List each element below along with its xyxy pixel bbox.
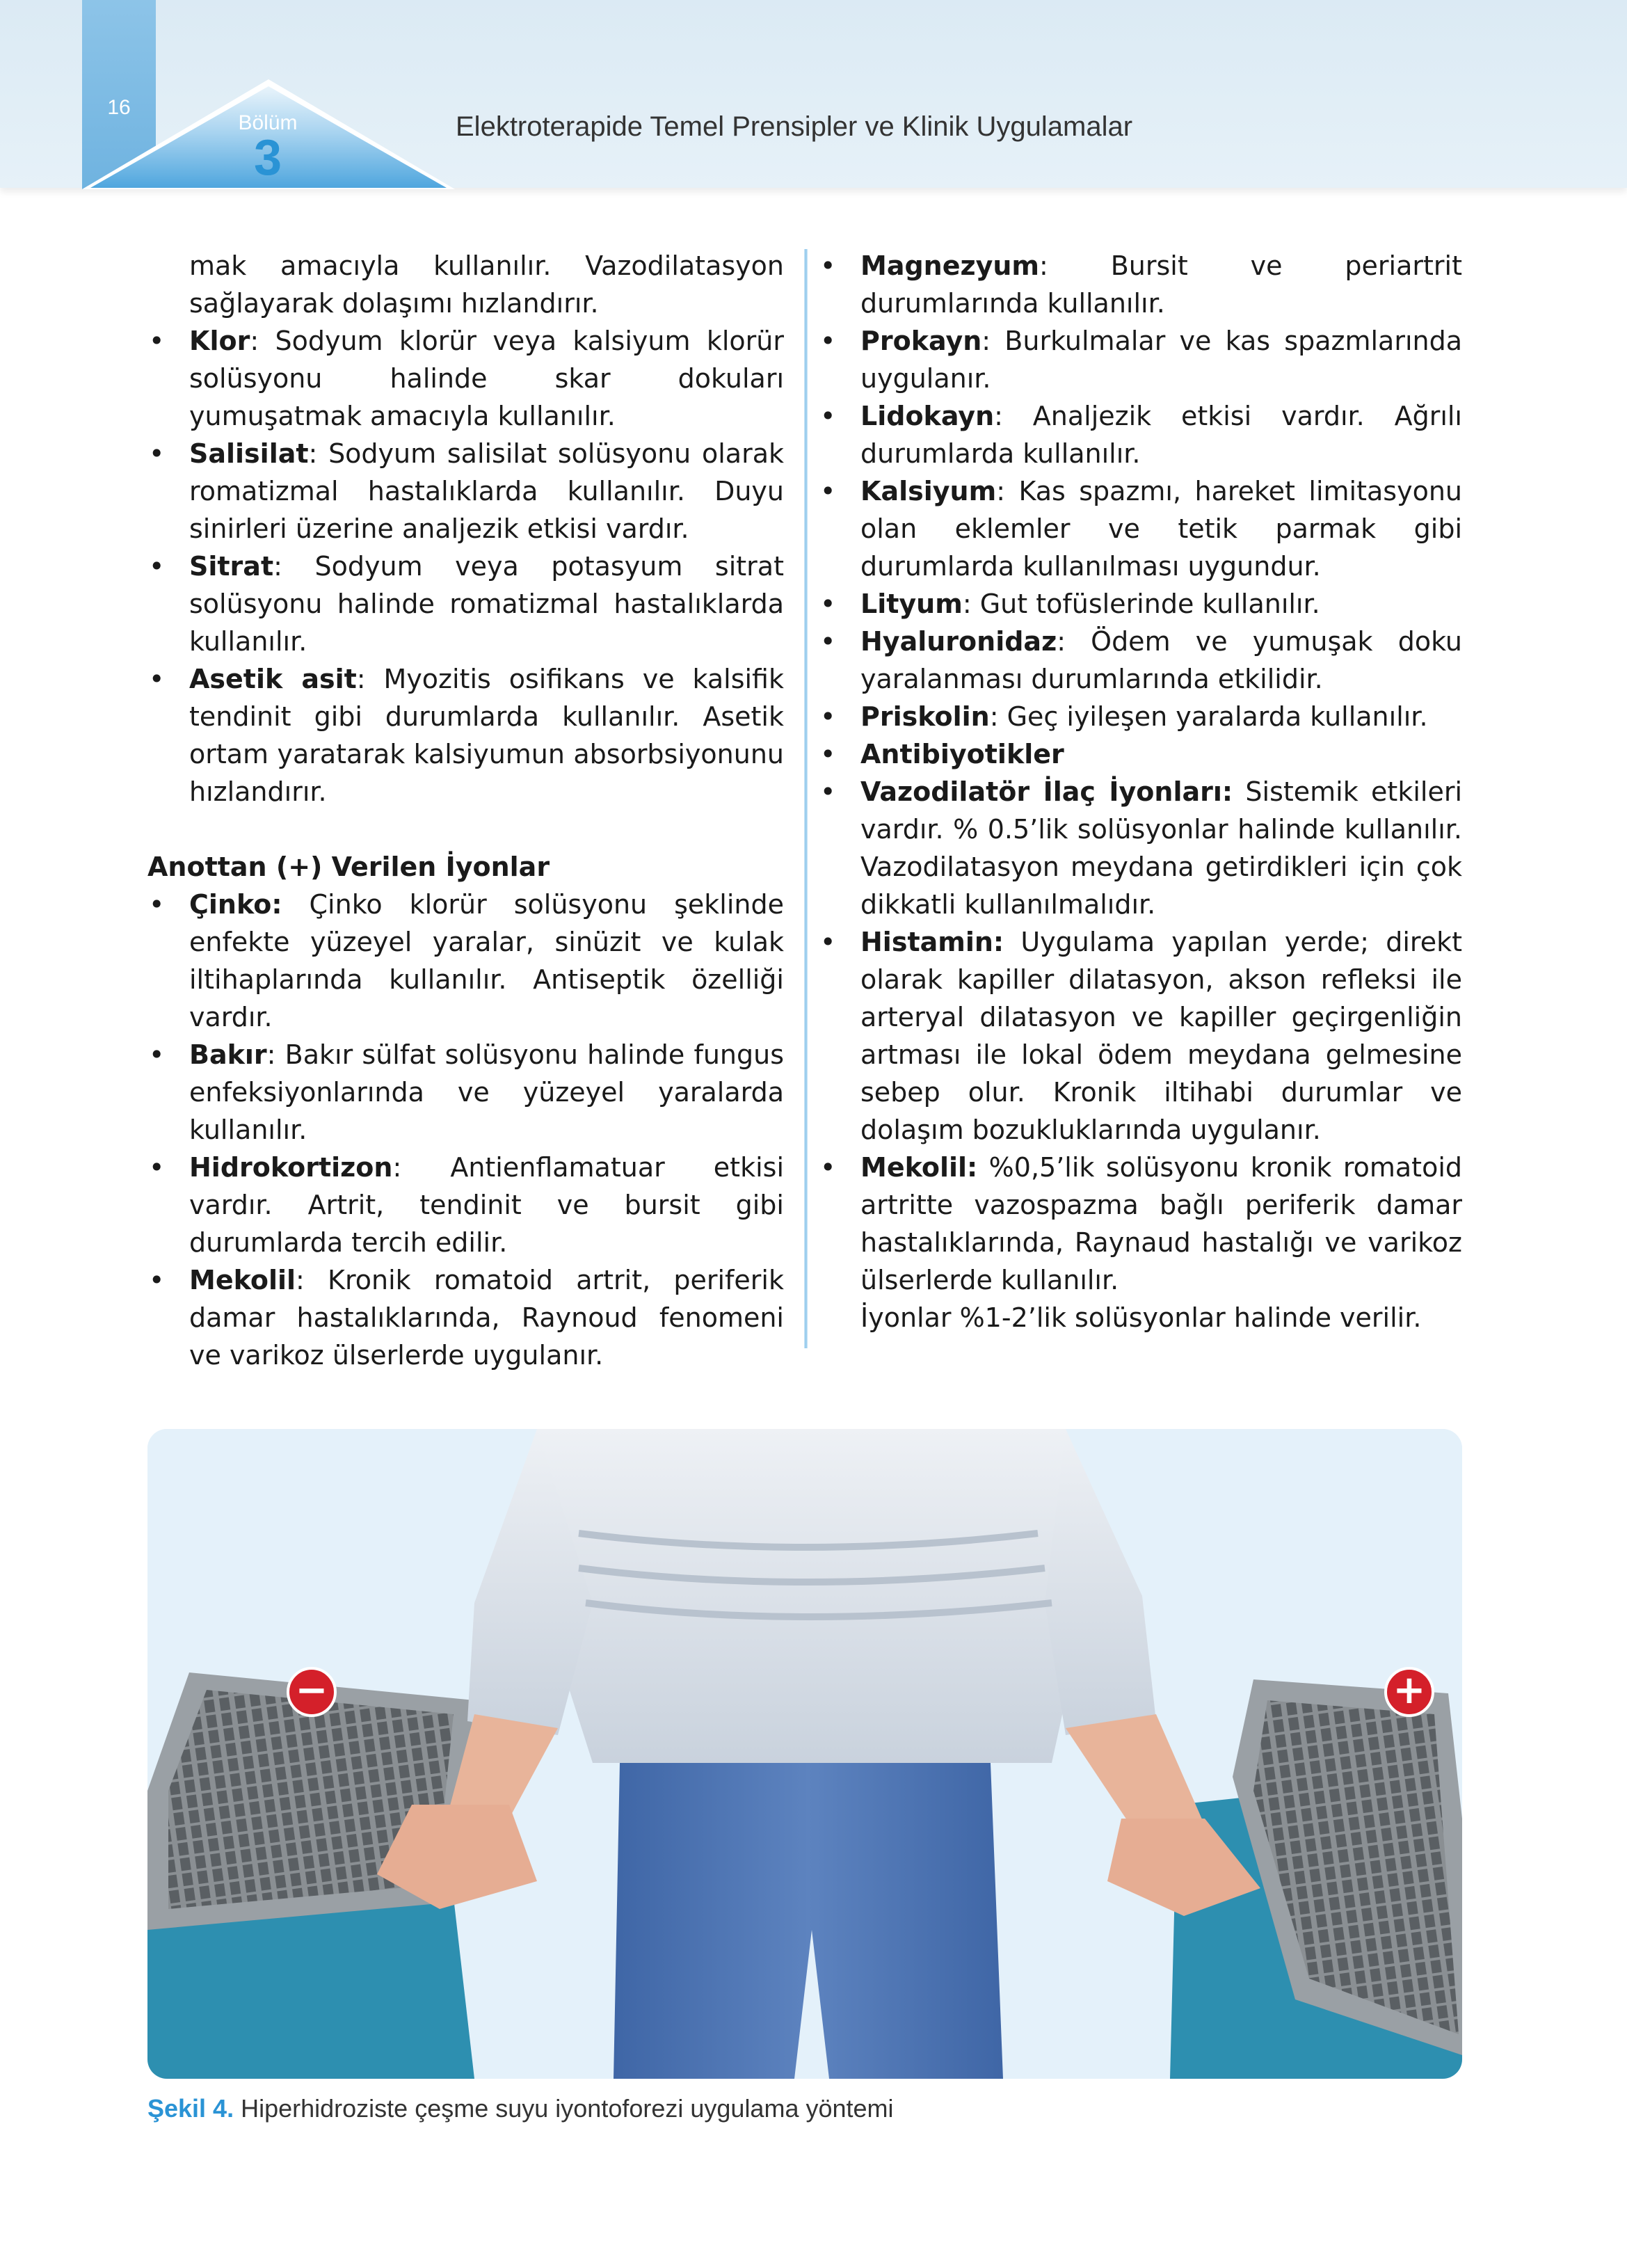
list-item [819, 735, 1462, 773]
ion-description: : Bursit ve periartrit durumlarında kullanılır. [860, 250, 1462, 319]
list-item [147, 886, 784, 1036]
list-item [147, 1261, 784, 1374]
list-item [819, 585, 1462, 623]
caption-label: Şekil 4. [147, 2094, 234, 2123]
ion-term: Prokayn [860, 326, 982, 356]
ion-term: Salisilat [189, 438, 309, 469]
list-item [819, 773, 1462, 923]
ion-description: %0,5’lik solüsyonu kronik romatoid artritte vazospazma bağlı periferik damar hastalıklarında, Raynaud hastalığı ve varikoz ülserlerde kullanılır. [860, 1152, 1462, 1295]
iontophoresis-illustration [147, 1429, 1462, 2079]
left-lead-text: mak amacıyla kullanılır. Vazodilatasyon sağlayarak dolaşımı hızlandırır. [189, 250, 784, 319]
ion-term: Lityum [860, 589, 963, 619]
list-item [147, 435, 784, 548]
list-item [147, 660, 784, 810]
ion-term: Asetik asit [189, 664, 357, 694]
list-item [147, 1149, 784, 1261]
column-divider [804, 249, 808, 1348]
ion-description: : Geç iyileşen yaralarda kullanılır. [989, 701, 1428, 732]
figure-photo [147, 1429, 1462, 2079]
cathode-minus-icon: − [287, 1667, 337, 1717]
ion-description: : Burkulmalar ve kas spazmlarında uygulanır. [860, 326, 1462, 394]
ion-description: : Ödem ve yumuşak doku yaralanması durumlarında etkilidir. [860, 626, 1462, 694]
list-item [819, 247, 1462, 322]
right-tail-text: İyonlar %1-2’lik solüsyonlar halinde verilir. [860, 1302, 1422, 1333]
ion-term: Mekolil: [860, 1152, 978, 1183]
ion-description: : Kas spazmı, hareket limitasyonu olan eklemler ve tetik parmak gibi durumlarda kullanılması uygundur. [860, 476, 1462, 582]
section-heading: Anottan (+) Verilen İyonlar [147, 852, 550, 882]
list-item [819, 397, 1462, 472]
ion-term: Hidrokortizon [189, 1152, 393, 1183]
right-column [819, 247, 1462, 1336]
list-item [819, 698, 1462, 735]
anode-plus-icon: + [1384, 1667, 1434, 1717]
ion-description: : Sodyum klorür veya kalsiyum klorür solüsyonu halinde skar dokuları yumuşatmak amacıyla kullanılır. [189, 326, 784, 431]
list-item [819, 623, 1462, 698]
chapter-number: 3 [253, 130, 282, 186]
list-item [819, 923, 1462, 1149]
list-item [147, 548, 784, 660]
ion-term: Çinko: [189, 889, 282, 920]
ion-term: Bakır [189, 1039, 267, 1070]
left-column [147, 247, 784, 1374]
ion-list-continued [819, 247, 1462, 1299]
ion-term: Mekolil [189, 1265, 296, 1295]
list-item [819, 322, 1462, 397]
caption-text: Hiperhidroziste çeşme suyu iyontoforezi uygulama yöntemi [234, 2094, 894, 2123]
ion-description: : Sodyum salisilat solüsyonu olarak romatizmal hastalıklarda kullanılır. Duyu sinirleri üzerine analjezik etkisi vardır. [189, 438, 784, 544]
ion-description: : Antienflamatuar etkisi vardır. Artrit, tendinit ve bursit gibi durumlarda tercih edilir. [189, 1152, 784, 1258]
ion-term: Klor [189, 326, 250, 356]
ion-description: Uygulama yapılan yerde; direkt olarak kapiller dilatasyon, akson refleksi ile arteryal dilatasyon ve kapiller geçirgenliğin artması ile lokal ödem meydana gelmesine sebep olur. Kronik iltihabi durumlar ve dolaşım bozukluklarında uygulanır. [860, 927, 1462, 1145]
list-item [819, 1149, 1462, 1299]
ion-term: Sitrat [189, 551, 274, 582]
list-item [819, 472, 1462, 585]
ion-term: Priskolin [860, 701, 990, 732]
ion-description: : Bakır sülfat solüsyonu halinde fungus enfeksiyonlarında ve yüzeyel yaralarda kullanılır. [189, 1039, 784, 1145]
ion-description: Çinko klorür solüsyonu şeklinde enfekte yüzeyel yaralar, sinüzit ve kulak iltihaplarında kullanılır. Antiseptik özelliği vardır. [189, 889, 784, 1032]
page-number: 16 [107, 96, 131, 119]
ion-description: : Gut tofüslerinde kullanılır. [962, 589, 1320, 619]
list-item [147, 1036, 784, 1149]
ion-term: Lidokayn [860, 401, 995, 431]
ion-term: Vazodilatör İlaç İyonları: [860, 776, 1233, 807]
ion-description: : Myozitis osifikans ve kalsifik tendinit gibi durumlarda kullanılır. Asetik ortam yaratarak kalsiyumun absorbsiyonunu hızlandırır. [189, 664, 784, 807]
running-title: Elektroterapide Temel Prensipler ve Klinik Uygulamalar [456, 111, 1133, 142]
ion-description: : Kronik romatoid artrit, periferik damar hastalıklarında, Raynoud fenomeni ve varikoz ülserlerde uygulanır. [189, 1265, 784, 1371]
ion-term: Histamin: [860, 927, 1004, 957]
figure-caption [147, 2094, 1462, 2123]
ion-term: Antibiyotikler [860, 739, 1064, 769]
cathode-ion-list [147, 322, 784, 810]
list-item [147, 322, 784, 435]
anode-ion-list [147, 886, 784, 1374]
chapter-label: Bölüm [238, 111, 298, 134]
ion-description: : Sodyum veya potasyum sitrat solüsyonu halinde romatizmal hastalıklarda kullanılır. [189, 551, 784, 657]
ion-term: Magnezyum [860, 250, 1040, 281]
ion-term: Kalsiyum [860, 476, 997, 506]
ion-description: : Analjezik etkisi vardır. Ağrılı durumlarda kullanılır. [860, 401, 1462, 469]
ion-term: Hyaluronidaz [860, 626, 1057, 657]
ion-description: Sistemik etkileri vardır. % 0.5’lik solüsyonlar halinde kullanılır. Vazodilatasyon meydana getirdikleri için çok dikkatli kullanılmalıdır. [860, 776, 1463, 920]
